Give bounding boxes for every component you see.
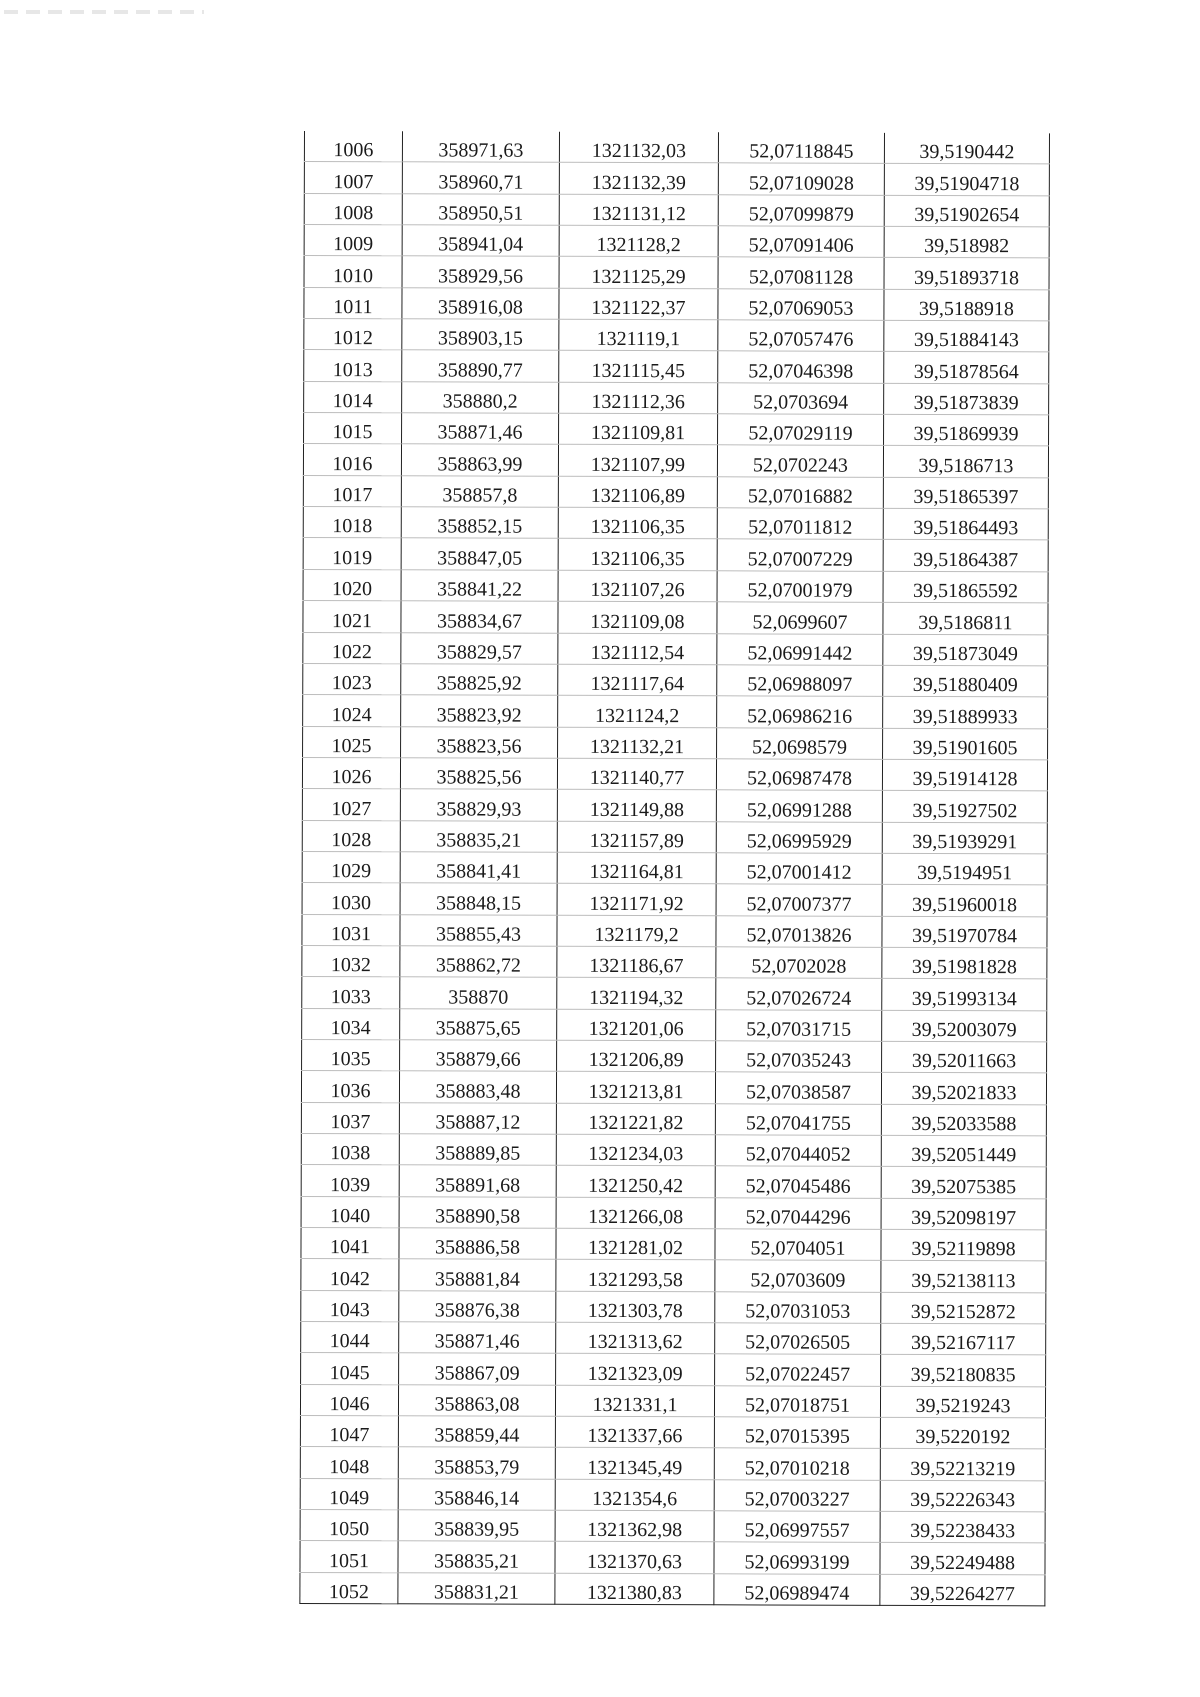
latitude-cell: 52,07003227 xyxy=(714,1480,880,1512)
x-coordinate-cell: 358881,84 xyxy=(399,1259,556,1291)
y-coordinate-cell: 1321266,08 xyxy=(556,1197,715,1229)
latitude-cell: 52,0702243 xyxy=(717,445,883,477)
longitude-cell: 39,51960018 xyxy=(882,885,1047,917)
y-coordinate-cell: 1321354,6 xyxy=(555,1479,714,1511)
point-number-cell: 1031 xyxy=(302,914,400,946)
y-coordinate-cell: 1321125,29 xyxy=(559,257,718,289)
y-coordinate-cell: 1321149,88 xyxy=(557,790,716,822)
longitude-cell: 39,51864387 xyxy=(883,540,1048,572)
point-number-cell: 1033 xyxy=(302,977,400,1009)
longitude-cell: 39,51927502 xyxy=(882,791,1047,823)
table-row xyxy=(300,1510,1045,1544)
y-coordinate-cell: 1321281,02 xyxy=(556,1228,715,1260)
y-coordinate-cell: 1321140,77 xyxy=(557,758,716,790)
x-coordinate-cell: 358852,15 xyxy=(401,507,558,539)
y-coordinate-cell: 1321345,49 xyxy=(555,1448,714,1480)
latitude-cell: 52,0704051 xyxy=(715,1229,881,1261)
point-number-cell: 1012 xyxy=(304,319,402,351)
x-coordinate-cell: 358890,58 xyxy=(399,1196,556,1228)
point-number-cell: 1052 xyxy=(300,1572,398,1604)
table-row xyxy=(302,914,1047,948)
longitude-cell: 39,52003079 xyxy=(882,1010,1047,1042)
point-number-cell: 1024 xyxy=(303,695,401,727)
table-row xyxy=(300,1447,1045,1481)
point-number-cell: 1049 xyxy=(300,1478,398,1510)
latitude-cell: 52,0698579 xyxy=(717,727,883,759)
y-coordinate-cell: 1321119,1 xyxy=(559,319,718,351)
longitude-cell: 39,51884143 xyxy=(884,320,1049,352)
latitude-cell: 52,07057476 xyxy=(718,320,884,352)
latitude-cell: 52,06993199 xyxy=(714,1542,880,1574)
longitude-cell: 39,51893718 xyxy=(884,258,1049,290)
longitude-cell: 39,52011663 xyxy=(882,1041,1047,1073)
latitude-cell: 52,07029119 xyxy=(718,414,884,446)
table-row xyxy=(300,1384,1045,1418)
point-number-cell: 1028 xyxy=(302,820,400,852)
x-coordinate-cell: 358841,22 xyxy=(401,570,558,602)
x-coordinate-cell: 358883,48 xyxy=(399,1071,556,1103)
point-number-cell: 1042 xyxy=(301,1259,399,1291)
table-row xyxy=(300,1416,1045,1450)
table-row xyxy=(303,569,1048,603)
x-coordinate-cell: 358871,46 xyxy=(402,413,559,445)
y-coordinate-cell: 1321128,2 xyxy=(559,225,718,257)
x-coordinate-cell: 358879,66 xyxy=(400,1040,557,1072)
table-row xyxy=(303,538,1048,572)
y-coordinate-cell: 1321234,03 xyxy=(556,1134,715,1166)
y-coordinate-cell: 1321122,37 xyxy=(559,288,718,320)
x-coordinate-cell: 358848,15 xyxy=(400,883,557,915)
table-row xyxy=(301,1259,1046,1293)
longitude-cell: 39,51981828 xyxy=(882,947,1047,979)
x-coordinate-cell: 358903,15 xyxy=(402,319,559,351)
table-row xyxy=(304,381,1049,415)
longitude-cell: 39,52021833 xyxy=(881,1073,1046,1105)
longitude-cell: 39,51873839 xyxy=(884,383,1049,415)
point-number-cell: 1008 xyxy=(304,193,402,225)
x-coordinate-cell: 358916,08 xyxy=(402,288,559,320)
table-row xyxy=(301,1228,1046,1262)
x-coordinate-cell: 358889,85 xyxy=(399,1134,556,1166)
latitude-cell: 52,07044052 xyxy=(715,1135,881,1167)
latitude-cell: 52,07007377 xyxy=(716,884,882,916)
x-coordinate-cell: 358841,41 xyxy=(400,852,557,884)
point-number-cell: 1037 xyxy=(301,1102,399,1134)
point-number-cell: 1039 xyxy=(301,1165,399,1197)
latitude-cell: 52,07038587 xyxy=(715,1072,881,1104)
y-coordinate-cell: 1321370,63 xyxy=(555,1542,714,1574)
y-coordinate-cell: 1321132,39 xyxy=(559,163,718,195)
y-coordinate-cell: 1321313,62 xyxy=(556,1322,715,1354)
table-row xyxy=(303,695,1048,729)
longitude-cell: 39,5220192 xyxy=(880,1417,1045,1449)
latitude-cell: 52,06989474 xyxy=(714,1574,880,1606)
y-coordinate-cell: 1321194,32 xyxy=(557,978,716,1010)
y-coordinate-cell: 1321106,35 xyxy=(558,507,717,539)
table-row xyxy=(304,193,1049,227)
point-number-cell: 1030 xyxy=(302,883,400,915)
table-row xyxy=(300,1572,1045,1606)
x-coordinate-cell: 358887,12 xyxy=(399,1102,556,1134)
longitude-cell: 39,51880409 xyxy=(883,665,1048,697)
point-number-cell: 1016 xyxy=(303,444,401,476)
latitude-cell: 52,07011812 xyxy=(717,508,883,540)
coordinates-table-body xyxy=(300,131,1050,1606)
table-row xyxy=(301,1290,1046,1324)
x-coordinate-cell: 358871,46 xyxy=(399,1322,556,1354)
latitude-cell: 52,07031053 xyxy=(715,1292,881,1324)
y-coordinate-cell: 1321106,35 xyxy=(558,539,717,571)
latitude-cell: 52,07013826 xyxy=(716,915,882,947)
longitude-cell: 39,51939291 xyxy=(882,822,1047,854)
table-row xyxy=(304,256,1049,290)
latitude-cell: 52,07015395 xyxy=(714,1417,880,1449)
latitude-cell: 52,07035243 xyxy=(716,1041,882,1073)
y-coordinate-cell: 1321107,26 xyxy=(558,570,717,602)
x-coordinate-cell: 358829,93 xyxy=(400,789,557,821)
x-coordinate-cell: 358890,77 xyxy=(402,350,559,382)
y-coordinate-cell: 1321112,54 xyxy=(558,633,717,665)
x-coordinate-cell: 358831,21 xyxy=(398,1573,555,1605)
longitude-cell: 39,51873049 xyxy=(883,634,1048,666)
point-number-cell: 1047 xyxy=(300,1416,398,1448)
x-coordinate-cell: 358829,57 xyxy=(401,632,558,664)
point-number-cell: 1019 xyxy=(303,538,401,570)
table-row xyxy=(302,851,1047,885)
longitude-cell: 39,52249488 xyxy=(880,1543,1045,1575)
y-coordinate-cell: 1321250,42 xyxy=(556,1166,715,1198)
y-coordinate-cell: 1321106,89 xyxy=(558,476,717,508)
table-row xyxy=(301,1102,1046,1136)
table-row xyxy=(301,1133,1046,1167)
longitude-cell: 39,51901605 xyxy=(883,728,1048,760)
latitude-cell: 52,0703694 xyxy=(718,383,884,415)
y-coordinate-cell: 1321131,12 xyxy=(559,194,718,226)
x-coordinate-cell: 358867,09 xyxy=(399,1353,556,1385)
point-number-cell: 1014 xyxy=(304,381,402,413)
latitude-cell: 52,07016882 xyxy=(717,477,883,509)
table-row xyxy=(303,475,1048,509)
longitude-cell: 39,5194951 xyxy=(882,853,1047,885)
latitude-cell: 52,07007229 xyxy=(717,539,883,571)
point-number-cell: 1020 xyxy=(303,569,401,601)
longitude-cell: 39,52138113 xyxy=(881,1261,1046,1293)
x-coordinate-cell: 358891,68 xyxy=(399,1165,556,1197)
longitude-cell: 39,52051449 xyxy=(881,1135,1046,1167)
point-number-cell: 1026 xyxy=(302,757,400,789)
longitude-cell: 39,5186811 xyxy=(883,602,1048,634)
latitude-cell: 52,07022457 xyxy=(715,1354,881,1386)
latitude-cell: 52,06991288 xyxy=(716,790,882,822)
longitude-cell: 39,52098197 xyxy=(881,1198,1046,1230)
x-coordinate-cell: 358886,58 xyxy=(399,1228,556,1260)
x-coordinate-cell: 358834,67 xyxy=(401,601,558,633)
y-coordinate-cell: 1321164,81 xyxy=(557,852,716,884)
x-coordinate-cell: 358855,43 xyxy=(400,914,557,946)
point-number-cell: 1009 xyxy=(304,225,402,257)
point-number-cell: 1027 xyxy=(302,789,400,821)
longitude-cell: 39,52119898 xyxy=(881,1229,1046,1261)
table-row xyxy=(302,945,1047,979)
latitude-cell: 52,06995929 xyxy=(716,821,882,853)
table-row xyxy=(302,883,1047,917)
point-number-cell: 1050 xyxy=(300,1510,398,1542)
table-row xyxy=(302,757,1047,791)
longitude-cell: 39,51864493 xyxy=(883,508,1048,540)
y-coordinate-cell: 1321380,83 xyxy=(555,1573,714,1605)
table-row xyxy=(301,1322,1046,1356)
x-coordinate-cell: 358863,99 xyxy=(401,444,558,476)
y-coordinate-cell: 1321157,89 xyxy=(557,821,716,853)
latitude-cell: 52,0699607 xyxy=(717,602,883,634)
x-coordinate-cell: 358825,56 xyxy=(400,758,557,790)
y-coordinate-cell: 1321107,99 xyxy=(558,445,717,477)
latitude-cell: 52,07031715 xyxy=(716,1009,882,1041)
longitude-cell: 39,5186713 xyxy=(883,446,1048,478)
longitude-cell: 39,51970784 xyxy=(882,916,1047,948)
point-number-cell: 1018 xyxy=(303,507,401,539)
table-row xyxy=(303,444,1048,478)
x-coordinate-cell: 358870 xyxy=(400,977,557,1009)
x-coordinate-cell: 358880,2 xyxy=(402,382,559,414)
latitude-cell: 52,07069053 xyxy=(718,289,884,321)
point-number-cell: 1022 xyxy=(303,632,401,664)
x-coordinate-cell: 358929,56 xyxy=(402,256,559,288)
point-number-cell: 1006 xyxy=(304,131,402,162)
table-row xyxy=(304,319,1049,353)
y-coordinate-cell: 1321112,36 xyxy=(559,382,718,414)
scan-artifact xyxy=(4,10,204,14)
x-coordinate-cell: 358847,05 xyxy=(401,538,558,570)
point-number-cell: 1034 xyxy=(302,1008,400,1040)
latitude-cell: 52,07045486 xyxy=(715,1166,881,1198)
latitude-cell: 52,07041755 xyxy=(715,1103,881,1135)
y-coordinate-cell: 1321124,2 xyxy=(558,695,717,727)
x-coordinate-cell: 358823,92 xyxy=(401,695,558,727)
latitude-cell: 52,07026724 xyxy=(716,978,882,1010)
y-coordinate-cell: 1321303,78 xyxy=(556,1291,715,1323)
longitude-cell: 39,51914128 xyxy=(882,759,1047,791)
longitude-cell: 39,52213219 xyxy=(880,1449,1045,1481)
table-row xyxy=(301,1196,1046,1230)
longitude-cell: 39,5219243 xyxy=(880,1386,1045,1418)
x-coordinate-cell: 358839,95 xyxy=(398,1510,555,1542)
point-number-cell: 1046 xyxy=(300,1384,398,1416)
longitude-cell: 39,52180835 xyxy=(881,1355,1046,1387)
longitude-cell: 39,51865397 xyxy=(883,477,1048,509)
coordinates-table xyxy=(299,131,1050,1606)
table-row xyxy=(300,1478,1045,1512)
y-coordinate-cell: 1321201,06 xyxy=(557,1009,716,1041)
y-coordinate-cell: 1321323,09 xyxy=(556,1354,715,1386)
y-coordinate-cell: 1321213,81 xyxy=(556,1072,715,1104)
table-row xyxy=(304,350,1049,384)
latitude-cell: 52,07099879 xyxy=(718,194,884,226)
point-number-cell: 1010 xyxy=(304,256,402,288)
table-row xyxy=(302,820,1047,854)
table-row xyxy=(300,1541,1045,1575)
x-coordinate-cell: 358859,44 xyxy=(398,1416,555,1448)
x-coordinate-cell: 358971,63 xyxy=(402,131,559,162)
table-row xyxy=(302,1039,1047,1073)
longitude-cell: 39,51993134 xyxy=(882,979,1047,1011)
latitude-cell: 52,0703609 xyxy=(715,1260,881,1292)
point-number-cell: 1025 xyxy=(303,726,401,758)
point-number-cell: 1040 xyxy=(301,1196,399,1228)
longitude-cell: 39,51902654 xyxy=(884,195,1049,227)
latitude-cell: 52,06987478 xyxy=(716,759,882,791)
longitude-cell: 39,52075385 xyxy=(881,1167,1046,1199)
table-row xyxy=(302,977,1047,1011)
latitude-cell: 52,07018751 xyxy=(714,1386,880,1418)
y-coordinate-cell: 1321179,2 xyxy=(557,915,716,947)
longitude-cell: 39,51889933 xyxy=(883,697,1048,729)
point-number-cell: 1021 xyxy=(303,601,401,633)
x-coordinate-cell: 358941,04 xyxy=(402,225,559,257)
x-coordinate-cell: 358863,08 xyxy=(398,1385,555,1417)
point-number-cell: 1036 xyxy=(301,1071,399,1103)
table-row xyxy=(301,1353,1046,1387)
latitude-cell: 52,06997557 xyxy=(714,1511,880,1543)
y-coordinate-cell: 1321132,21 xyxy=(558,727,717,759)
table-row xyxy=(304,162,1049,196)
y-coordinate-cell: 1321171,92 xyxy=(557,884,716,916)
y-coordinate-cell: 1321132,03 xyxy=(559,132,718,163)
table-row xyxy=(301,1071,1046,1105)
latitude-cell: 52,07118845 xyxy=(718,132,884,163)
table-row xyxy=(301,1165,1046,1199)
x-coordinate-cell: 358862,72 xyxy=(400,946,557,978)
latitude-cell: 52,07091406 xyxy=(718,226,884,258)
table-row xyxy=(303,632,1048,666)
y-coordinate-cell: 1321331,1 xyxy=(555,1385,714,1417)
point-number-cell: 1041 xyxy=(301,1228,399,1260)
table-row xyxy=(303,663,1048,697)
point-number-cell: 1015 xyxy=(304,413,402,445)
point-number-cell: 1013 xyxy=(304,350,402,382)
point-number-cell: 1044 xyxy=(301,1322,399,1354)
point-number-cell: 1038 xyxy=(301,1133,399,1165)
longitude-cell: 39,5188918 xyxy=(884,289,1049,321)
table-row xyxy=(304,413,1049,447)
point-number-cell: 1035 xyxy=(302,1039,400,1071)
table-row xyxy=(303,601,1048,635)
longitude-cell: 39,5190442 xyxy=(884,133,1049,164)
x-coordinate-cell: 358846,14 xyxy=(398,1479,555,1511)
longitude-cell: 39,52264277 xyxy=(880,1574,1045,1606)
y-coordinate-cell: 1321362,98 xyxy=(555,1510,714,1542)
longitude-cell: 39,52226343 xyxy=(880,1480,1045,1512)
table-row xyxy=(302,1008,1047,1042)
table-row xyxy=(304,225,1049,259)
y-coordinate-cell: 1321186,67 xyxy=(557,946,716,978)
latitude-cell: 52,07081128 xyxy=(718,257,884,289)
y-coordinate-cell: 1321293,58 xyxy=(556,1260,715,1292)
point-number-cell: 1032 xyxy=(302,945,400,977)
longitude-cell: 39,52152872 xyxy=(881,1292,1046,1324)
x-coordinate-cell: 358876,38 xyxy=(399,1291,556,1323)
point-number-cell: 1023 xyxy=(303,663,401,695)
point-number-cell: 1017 xyxy=(303,475,401,507)
x-coordinate-cell: 358875,65 xyxy=(400,1008,557,1040)
latitude-cell: 52,07001979 xyxy=(717,571,883,603)
point-number-cell: 1011 xyxy=(304,287,402,319)
longitude-cell: 39,518982 xyxy=(884,226,1049,258)
x-coordinate-cell: 358835,21 xyxy=(400,820,557,852)
table-row xyxy=(304,131,1049,164)
latitude-cell: 52,07001412 xyxy=(716,853,882,885)
point-number-cell: 1043 xyxy=(301,1290,399,1322)
longitude-cell: 39,51878564 xyxy=(884,352,1049,384)
latitude-cell: 52,07010218 xyxy=(714,1448,880,1480)
x-coordinate-cell: 358950,51 xyxy=(402,193,559,225)
latitude-cell: 52,06988097 xyxy=(717,665,883,697)
latitude-cell: 52,07026505 xyxy=(715,1323,881,1355)
table-row xyxy=(304,287,1049,321)
point-number-cell: 1045 xyxy=(301,1353,399,1385)
longitude-cell: 39,52238433 xyxy=(880,1511,1045,1543)
table-row xyxy=(303,726,1048,760)
latitude-cell: 52,06991442 xyxy=(717,633,883,665)
latitude-cell: 52,07046398 xyxy=(718,351,884,383)
point-number-cell: 1029 xyxy=(302,851,400,883)
table-row xyxy=(303,507,1048,541)
latitude-cell: 52,07109028 xyxy=(718,163,884,195)
y-coordinate-cell: 1321115,45 xyxy=(559,351,718,383)
latitude-cell: 52,06986216 xyxy=(717,696,883,728)
x-coordinate-cell: 358825,92 xyxy=(401,664,558,696)
x-coordinate-cell: 358835,21 xyxy=(398,1541,555,1573)
x-coordinate-cell: 358960,71 xyxy=(402,162,559,194)
longitude-cell: 39,52033588 xyxy=(881,1104,1046,1136)
point-number-cell: 1048 xyxy=(300,1447,398,1479)
longitude-cell: 39,51865592 xyxy=(883,571,1048,603)
latitude-cell: 52,07044296 xyxy=(715,1197,881,1229)
y-coordinate-cell: 1321109,81 xyxy=(559,413,718,445)
longitude-cell: 39,51869939 xyxy=(884,414,1049,446)
x-coordinate-cell: 358857,8 xyxy=(401,476,558,508)
table-row xyxy=(302,789,1047,823)
longitude-cell: 39,52167117 xyxy=(881,1323,1046,1355)
x-coordinate-cell: 358853,79 xyxy=(398,1447,555,1479)
y-coordinate-cell: 1321206,89 xyxy=(557,1040,716,1072)
y-coordinate-cell: 1321221,82 xyxy=(556,1103,715,1135)
longitude-cell: 39,51904718 xyxy=(884,164,1049,196)
y-coordinate-cell: 1321117,64 xyxy=(558,664,717,696)
y-coordinate-cell: 1321109,08 xyxy=(558,601,717,633)
point-number-cell: 1051 xyxy=(300,1541,398,1573)
y-coordinate-cell: 1321337,66 xyxy=(555,1416,714,1448)
point-number-cell: 1007 xyxy=(304,162,402,194)
latitude-cell: 52,0702028 xyxy=(716,947,882,979)
x-coordinate-cell: 358823,56 xyxy=(401,726,558,758)
